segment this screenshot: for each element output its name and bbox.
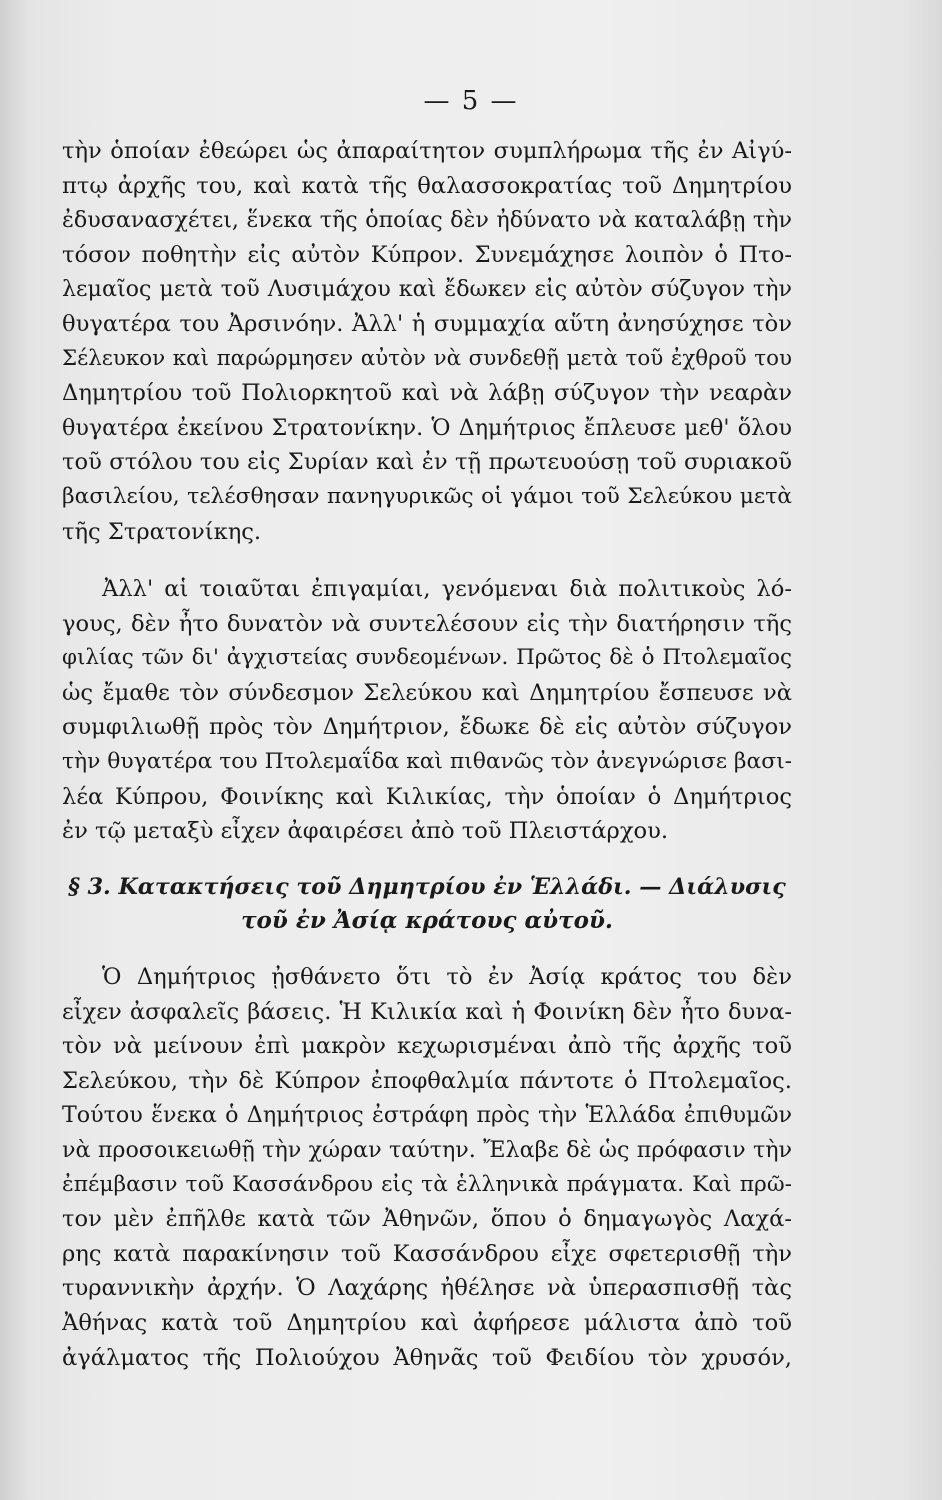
text-line: ρης κατὰ παρακίνησιν τοῦ Κασσάνδρου εἶχε σφετερισθῇ τὴν	[62, 1240, 792, 1267]
text-line: Ἀλλ' αἱ τοιαῦται ἐπιγαμίαι, γενόμεναι διὰ πολιτικοὺς λό-	[102, 576, 792, 602]
text-line: τόσον ποθητὴν εἰς αὐτὸν Κύπρον. Συνεμάχησε λοιπὸν ὁ Πτο-	[62, 241, 792, 268]
text-line: λεμαῖος μετὰ τοῦ Λυσιμάχου καὶ ἔδωκεν εἰς αὐτὸν σύζυγον τὴν	[62, 276, 792, 303]
text-line: πτῳ ἀρχῆς του, καὶ κατὰ τῆς θαλασσοκρατίας τοῦ Δημητρίου	[62, 172, 792, 199]
text-line: τὴν θυγατέρα του Πτολεμαΐδα καὶ πιθανῶς τὸν ἀνεγνώρισε βασι-	[62, 748, 792, 774]
paragraph-1	[62, 134, 792, 549]
text-line: βασιλείου, τελέσθησαν πανηγυρικῶς οἱ γάμοι τοῦ Σελεύκου μετὰ	[62, 483, 792, 509]
text-line: Τούτου ἕνεκα ὁ Δημήτριος ἐστράφη πρὸς τὴν Ἑλλάδα ἐπιθυμῶν	[62, 1102, 792, 1129]
text-line: ἀγάλματος τῆς Πολιούχου Ἀθηνᾶς τοῦ Φειδίου τὸν χρυσόν,	[62, 1344, 792, 1371]
section-heading-line-2: τοῦ ἐν Ἀσίᾳ κράτους αὐτοῦ.	[241, 907, 613, 934]
section-heading	[62, 870, 792, 938]
text-line: λέα Κύπρου, Φοινίκης καὶ Κιλικίας, τὴν ὁποίαν ὁ Δημήτριος	[62, 783, 792, 810]
text-line: Ὁ Δημήτριος ᾐσθάνετο ὅτι τὸ ἐν Ἀσίᾳ κράτος του δὲν	[102, 964, 792, 990]
paragraph-2	[62, 572, 792, 849]
section-heading-line-1: § 3. Κατακτήσεις τοῦ Δημητρίου ἐν Ἑλλάδι. — Διάλυσις	[68, 874, 786, 900]
text-line: συμφιλιωθῇ πρὸς τὸν Δημήτριον, ἔδωκε δὲ εἰς αὐτὸν σύζυγον	[62, 714, 792, 741]
text-line: γους, δὲν ἦτο δυνατὸν νὰ συντελέσουν εἰς τὴν διατήρησιν τῆς	[62, 610, 792, 637]
page-number: — 5 —	[423, 86, 519, 116]
paragraph-3	[62, 960, 792, 1375]
text-line: τῆς Στρατονίκης.	[62, 518, 262, 545]
text-line: θυγατέρα του Ἀρσινόην. Ἀλλ' ἡ συμμαχία αὕτη ἀνησύχησε τὸν	[62, 310, 792, 337]
text-line: τοῦ στόλου του εἰς Συρίαν καὶ ἐν τῇ πρωτευούσῃ τοῦ συριακοῦ	[62, 449, 792, 476]
text-line: Σέλευκον καὶ παρώρμησεν αὐτὸν νὰ συνδεθῇ μετὰ τοῦ ἐχθροῦ του	[62, 345, 792, 371]
text-line: ἐν τῷ μεταξὺ εἶχεν ἀφαιρέσει ἀπὸ τοῦ Πλειστάρχου.	[62, 818, 669, 845]
text-line: ὡς ἔμαθε τὸν σύνδεσμον Σελεύκου καὶ Δημητρίου ἔσπευσε νὰ	[62, 679, 792, 706]
text-line: Ἀθήνας κατὰ τοῦ Δημητρίου καὶ ἀφήρεσε μάλιστα ἀπὸ τοῦ	[62, 1309, 792, 1336]
text-line: θυγατέρα ἐκείνου Στρατονίκην. Ὁ Δημήτριος ἔπλευσε μεθ' ὅλου	[62, 414, 792, 441]
text-line: νὰ προσοικειωθῇ τὴν χώραν ταύτην. Ἔλαβε δὲ ὡς πρόφασιν τὴν	[62, 1136, 792, 1163]
text-line: Σελεύκου, τὴν δὲ Κύπρον ἐποφθαλμία πάντοτε ὁ Πτολεμαῖος.	[62, 1067, 792, 1094]
text-line: τὸν νὰ μείνουν ἐπὶ μακρὸν κεχωρισμέναι ἀπὸ τῆς ἀρχῆς τοῦ	[62, 1033, 792, 1060]
text-line: τυραννικὴν ἀρχήν. Ὁ Λαχάρης ἠθέλησε νὰ ὑπερασπισθῇ τὰς	[62, 1275, 792, 1302]
text-line: ἐπέμβασιν τοῦ Κασσάνδρου εἰς τὰ ἑλληνικὰ πράγματα. Καὶ πρῶ-	[62, 1171, 792, 1197]
text-line: εἶχεν ἀσφαλεῖς βάσεις. Ἡ Κιλικία καὶ ἡ Φοινίκη δὲν ἦτο δυνα-	[62, 998, 792, 1025]
text-line: φιλίας τῶν δι' ἀγχιστείας συνδεομένων. Πρῶτος δὲ ὁ Πτολεμαῖος	[62, 645, 792, 671]
text-line: τον μὲν ἐπῆλθε κατὰ τῶν Ἀθηνῶν, ὅπου ὁ δημαγωγὸς Λαχά-	[62, 1206, 792, 1233]
text-line: τὴν ὁποίαν ἐθεώρει ὡς ἀπαραίτητον συμπλήρωμα τῆς ἐν Αἰγύ-	[62, 138, 792, 164]
text-line: ἐδυσανασχέτει, ἕνεκα τῆς ὁποίας δὲν ἠδύνατο νὰ καταλάβῃ τὴν	[62, 207, 792, 234]
text-line: Δημητρίου τοῦ Πολιορκητοῦ καὶ νὰ λάβῃ σύζυγον τὴν νεαρὰν	[62, 380, 792, 407]
